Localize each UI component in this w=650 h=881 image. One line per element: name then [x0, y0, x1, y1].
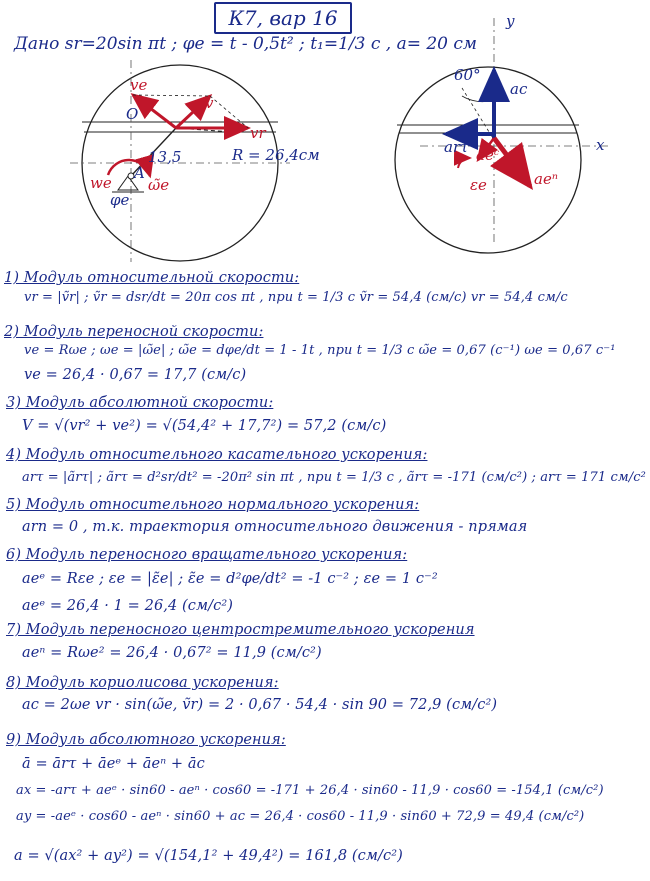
eps-arc — [458, 158, 470, 168]
section-heading: 2) Модуль переносной скорости: — [4, 324, 264, 340]
section-heading: 7) Модуль переносного центростремительного ускорения — [6, 622, 475, 638]
label-ac: ac — [510, 80, 528, 98]
section-heading: 9) Модуль абсолютного ускорения: — [6, 732, 286, 748]
label-art: arτ — [444, 138, 469, 156]
formula-line: ā = ārτ + āeᵉ + āeⁿ + āc — [22, 756, 205, 772]
label-ae-c: aeᶜ — [476, 146, 500, 164]
section-heading: 1) Модуль относительной скорости: — [4, 270, 300, 286]
page-title: К7, вар 16 — [214, 2, 352, 34]
label-we: we — [90, 174, 112, 192]
label-eps: εe — [470, 176, 487, 194]
label-O: O — [126, 105, 139, 123]
parallelogram-top — [133, 95, 210, 96]
formula-line: ve = 26,4 · 0,67 = 17,7 (см/с) — [24, 367, 247, 383]
ae-n-arrow — [494, 138, 530, 186]
formula-line: ay = -aeᵉ · cos60 - aeⁿ · sin60 + ac = 26,4 · cos60 - 11,9 · sin60 + 72,9 = 49,4 (см/с²) — [16, 809, 585, 824]
section-heading: 4) Модуль относительного касательного ускорения: — [6, 447, 428, 463]
formula-line: aeᵉ = Rεe ; εe = |ε̃e| ; ε̃e = d²φe/dt² = -1 c⁻² ; εe = 1 c⁻² — [22, 571, 438, 587]
formula-line: ve = Rωe ; ωe = |ω̃e| ; ω̃e = dφe/dt = 1 - 1t , при t = 1/3 c ω̃e = 0,67 (c⁻¹) ωe = 0,67 c⁻¹ — [24, 343, 616, 358]
mechanics-figures — [0, 0, 650, 270]
formula-line: a = √(ax² + ay²) = √(154,1² + 49,4²) = 161,8 (см/с²) — [14, 848, 403, 864]
label-A: A — [134, 164, 145, 182]
section-heading: 3) Модуль абсолютной скорости: — [6, 395, 274, 411]
angle-arc — [462, 96, 494, 102]
formula-line: V = √(vr² + ve²) = √(54,4² + 17,7²) = 57,2 (см/с) — [22, 418, 387, 434]
section-heading: 6) Модуль переносного вращательного ускорения: — [6, 547, 408, 563]
label-v: v — [205, 94, 214, 112]
label-ae-n: aeⁿ — [534, 170, 558, 188]
ve-arrow — [133, 95, 176, 128]
label-y: y — [506, 12, 515, 30]
label-13-5: 13,5 — [148, 148, 182, 166]
label-R: R = 26,4см — [232, 146, 320, 164]
label-ve: ve — [130, 76, 148, 94]
label-x: x — [596, 136, 605, 154]
formula-line: vr = |ṽr| ; ṽr = dsr/dt = 20π cos πt , при t = 1/3 c ṽr = 54,4 (см/с) vr = 54,4 см/с — [24, 290, 568, 305]
label-phie: φe — [110, 191, 130, 209]
parallelogram-right — [210, 96, 248, 128]
formula-line: arn = 0 , т.к. траектория относительного движения - прямая — [22, 519, 528, 535]
figure-accelerations — [395, 12, 610, 253]
label-vr: vr — [250, 124, 266, 142]
label-60: 60° — [454, 66, 481, 84]
formula-line: aeⁿ = Rωe² = 26,4 · 0,67² = 11,9 (см/с²) — [22, 645, 322, 661]
figure-velocities — [70, 60, 320, 262]
formula-line: ax = -arτ + aeᵉ · sin60 - aeⁿ · cos60 = -171 + 26,4 · sin60 - 11,9 · cos60 = -154,1 (см/с²) — [16, 783, 604, 798]
label-omega-we: ω̃e — [148, 176, 170, 194]
section-heading: 8) Модуль кориолисова ускорения: — [6, 675, 279, 691]
formula-line: arτ = |ãrτ| ; ãrτ = d²sr/dt² = -20π² sin πt , при t = 1/3 c , ãrτ = -171 (см/с²) ; arτ = 171 см/с² — [22, 470, 646, 485]
formula-line: aeᵉ = 26,4 · 1 = 26,4 (см/с²) — [22, 598, 233, 614]
formula-line: ac = 2ωe vr · sin(ω̃e, ṽr) = 2 · 0,67 · 54,4 · sin 90 = 72,9 (см/с²) — [22, 697, 498, 713]
given-conditions: Дано sr=20sin πt ; φe = t - 0,5t² ; t₁=1/3 c , a= 20 см — [14, 34, 478, 54]
section-heading: 5) Модуль относительного нормального ускорения: — [6, 497, 420, 513]
